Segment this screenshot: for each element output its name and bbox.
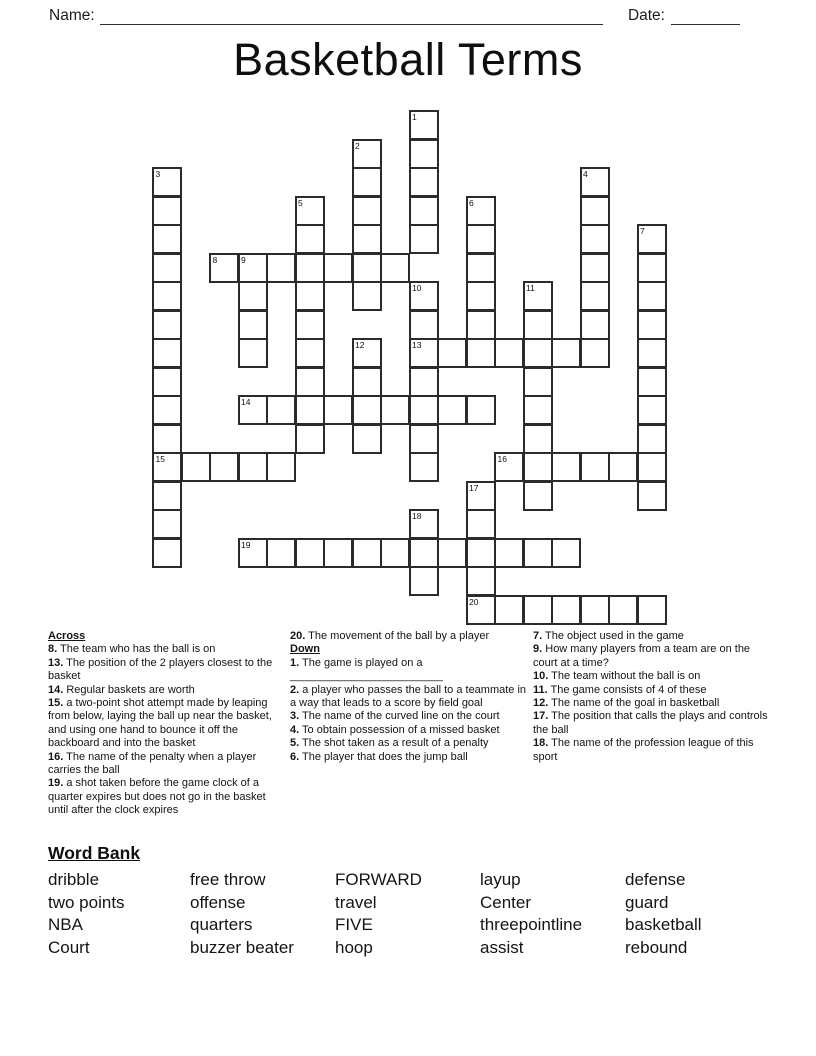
grid-cell[interactable] [608, 452, 638, 482]
grid-cell[interactable] [295, 424, 325, 454]
grid-cell[interactable] [323, 538, 353, 568]
clue-text: The position of the 2 players closest to the basket [48, 656, 273, 683]
grid-cell[interactable] [580, 167, 610, 197]
grid-cell[interactable] [637, 253, 667, 283]
grid-cell[interactable] [352, 167, 382, 197]
grid-cell[interactable] [323, 395, 353, 425]
clue-text: The name of the curved line on the court [299, 710, 500, 723]
grid-cell[interactable] [523, 395, 553, 425]
grid-cell[interactable] [466, 595, 496, 625]
clue [533, 670, 768, 683]
clue [290, 724, 530, 737]
grid-cell[interactable] [266, 395, 296, 425]
clue-column [533, 630, 768, 764]
grid-cell[interactable] [323, 253, 353, 283]
grid-cell[interactable] [580, 253, 610, 283]
cell-number: 2 [355, 140, 360, 151]
clue [290, 751, 530, 764]
grid-cell[interactable] [295, 538, 325, 568]
grid-cell[interactable] [637, 424, 667, 454]
grid-cell[interactable] [409, 281, 439, 311]
grid-cell[interactable] [523, 452, 553, 482]
grid-cell[interactable] [295, 395, 325, 425]
clue-text: The name of the penalty when a player carries the ball [48, 750, 257, 777]
word-bank-word: two points [48, 892, 125, 912]
clue-text: The game is played on a _________________________ [290, 656, 443, 683]
clue [533, 710, 768, 737]
grid-cell[interactable] [580, 281, 610, 311]
grid-cell[interactable] [637, 595, 667, 625]
grid-cell[interactable] [466, 310, 496, 340]
grid-cell[interactable] [494, 452, 524, 482]
grid-cell[interactable] [238, 281, 268, 311]
cell-number: 1 [412, 112, 417, 122]
clue-number: 15. [48, 697, 64, 710]
grid-cell[interactable] [295, 224, 325, 254]
cell-number: 20 [469, 596, 479, 607]
grid-cell[interactable] [437, 338, 467, 368]
grid-cell[interactable] [466, 338, 496, 368]
clue [290, 684, 530, 711]
cell-number: 7 [640, 226, 645, 236]
grid-cell[interactable] [580, 338, 610, 368]
grid-cell[interactable] [238, 253, 268, 283]
cell-number: 9 [241, 254, 246, 265]
clue [290, 737, 530, 750]
grid-cell[interactable] [266, 452, 296, 482]
name-blank-line[interactable] [100, 7, 603, 25]
clue [48, 684, 288, 697]
grid-cell[interactable] [152, 167, 182, 197]
date-label: Date: [627, 7, 665, 24]
word-bank-word: guard [625, 892, 669, 912]
word-bank-word: hoop [335, 938, 373, 958]
grid-cell[interactable] [523, 310, 553, 340]
grid-cell[interactable] [523, 367, 553, 397]
grid-cell[interactable] [238, 452, 268, 482]
grid-cell[interactable] [409, 196, 439, 226]
grid-cell[interactable] [523, 595, 553, 625]
grid-cell[interactable] [523, 281, 553, 311]
grid-cell[interactable] [409, 110, 439, 140]
grid-cell[interactable] [409, 509, 439, 539]
cell-number: 6 [469, 197, 474, 208]
grid-cell[interactable] [181, 452, 211, 482]
grid-cell[interactable] [152, 538, 182, 568]
cell-number: 13 [412, 340, 422, 350]
clue-number: 14. [48, 683, 64, 696]
word-bank-word: basketball [625, 915, 702, 935]
clue-number: 1. [290, 656, 300, 669]
grid-cell[interactable] [409, 566, 439, 596]
clue-text: To obtain possession of a missed basket [299, 723, 500, 736]
cell-number: 4 [583, 169, 588, 179]
grid-cell[interactable] [551, 595, 581, 625]
date-blank-line[interactable] [671, 7, 740, 25]
clue [48, 697, 288, 751]
grid-cell[interactable] [580, 595, 610, 625]
page-title: Basketball Terms [233, 34, 583, 85]
clue-number: 5. [290, 737, 300, 750]
grid-cell[interactable] [637, 367, 667, 397]
grid-cell[interactable] [409, 395, 439, 425]
grid-cell[interactable] [152, 452, 182, 482]
grid-cell[interactable] [209, 452, 239, 482]
clue-number: 13. [48, 656, 64, 669]
grid-cell[interactable] [152, 338, 182, 368]
word-bank-word: layup [480, 870, 521, 889]
grid-cell[interactable] [523, 481, 553, 511]
grid-cell[interactable] [409, 224, 439, 254]
cell-number: 16 [497, 454, 507, 464]
word-bank-word: dribble [48, 870, 100, 889]
grid-cell[interactable] [409, 367, 439, 397]
worksheet-header [49, 6, 740, 25]
grid-cell[interactable] [637, 281, 667, 311]
grid-cell[interactable] [466, 509, 496, 539]
clue [48, 657, 288, 684]
clue [48, 643, 288, 656]
grid-cell[interactable] [580, 196, 610, 226]
grid-cell[interactable] [352, 253, 382, 283]
clue-number: 16. [48, 750, 64, 763]
clue [290, 657, 530, 684]
grid-cell[interactable] [152, 367, 182, 397]
clue-text: The name of the goal in basketball [548, 697, 720, 710]
grid-cell[interactable] [352, 367, 382, 397]
grid-cell[interactable] [238, 310, 268, 340]
word-bank-list [48, 869, 776, 960]
clue-text: The game consists of 4 of these [547, 683, 707, 696]
grid-cell[interactable] [238, 395, 268, 425]
clue-number: 20. [290, 630, 306, 642]
grid-cell[interactable] [409, 139, 439, 169]
grid-cell[interactable] [152, 281, 182, 311]
word-bank-word: offense [190, 892, 246, 912]
cell-number: 5 [298, 197, 303, 208]
word-bank-word: FORWARD [335, 870, 422, 889]
grid-cell[interactable] [580, 224, 610, 254]
grid-cell[interactable] [152, 424, 182, 454]
grid-cell[interactable] [409, 424, 439, 454]
clue-number: 12. [533, 697, 549, 710]
grid-cell[interactable] [466, 224, 496, 254]
clue-number: 4. [290, 723, 300, 736]
clue-column [48, 630, 288, 818]
grid-cell[interactable] [466, 566, 496, 596]
grid-cell[interactable] [637, 452, 667, 482]
clue-text: How many players from a team are on the court at a time? [533, 643, 751, 669]
grid-cell[interactable] [637, 338, 667, 368]
grid-cell[interactable] [295, 281, 325, 311]
clue [533, 697, 768, 710]
grid-cell[interactable] [437, 538, 467, 568]
grid-cell[interactable] [551, 338, 581, 368]
clue-section-heading: Across [48, 630, 86, 642]
grid-cell[interactable] [295, 338, 325, 368]
word-bank-word: NBA [48, 915, 83, 935]
word-bank-word: threepointline [480, 915, 583, 935]
word-bank-section [48, 843, 776, 960]
cell-number: 18 [412, 511, 422, 521]
grid-cell[interactable] [437, 395, 467, 425]
grid-cell[interactable] [352, 224, 382, 254]
grid-cell[interactable] [266, 538, 296, 568]
clue-number: 9. [533, 643, 543, 656]
grid-cell[interactable] [380, 253, 410, 283]
grid-cell[interactable] [637, 481, 667, 511]
grid-cell[interactable] [152, 395, 182, 425]
grid-cell[interactable] [466, 253, 496, 283]
clue [290, 710, 530, 723]
clue-text: The object used in the game [542, 630, 684, 642]
grid-cell[interactable] [152, 509, 182, 539]
clue-number: 17. [533, 710, 549, 723]
cell-number: 11 [526, 283, 535, 293]
grid-cell[interactable] [580, 452, 610, 482]
cell-number: 10 [412, 283, 422, 293]
grid-cell[interactable] [380, 395, 410, 425]
grid-cell[interactable] [409, 338, 439, 368]
clue-number: 3. [290, 710, 300, 723]
grid-cell[interactable] [466, 395, 496, 425]
grid-cell[interactable] [466, 538, 496, 568]
grid-cell[interactable] [608, 595, 638, 625]
cell-number: 12 [355, 340, 365, 350]
grid-cell[interactable] [152, 253, 182, 283]
word-bank-word: Center [480, 892, 532, 912]
clue-number: 19. [48, 777, 64, 790]
word-bank-word: FIVE [335, 915, 373, 935]
cell-number: 19 [241, 539, 251, 550]
grid-cell[interactable] [551, 538, 581, 568]
grid-cell[interactable] [466, 281, 496, 311]
grid-cell[interactable] [380, 538, 410, 568]
grid-cell[interactable] [152, 224, 182, 254]
word-bank-word: travel [335, 892, 377, 912]
grid-cell[interactable] [466, 481, 496, 511]
clue-number: 11. [533, 683, 548, 696]
clue-section-heading: Down [290, 643, 320, 656]
word-bank-word: rebound [625, 938, 688, 958]
cell-number: 3 [155, 169, 161, 179]
clue-number: 10. [533, 670, 549, 683]
clue-text: Regular baskets are worth [63, 683, 195, 696]
grid-cell[interactable] [494, 595, 524, 625]
cell-number: 15 [155, 454, 165, 464]
grid-cell[interactable] [352, 395, 382, 425]
clue [48, 751, 288, 778]
grid-cell[interactable] [352, 281, 382, 311]
grid-cell[interactable] [637, 395, 667, 425]
word-bank-word: defense [625, 870, 686, 889]
grid-cell[interactable] [152, 481, 182, 511]
grid-cell[interactable] [523, 338, 553, 368]
grid-cell[interactable] [409, 310, 439, 340]
word-bank-word: buzzer beater [190, 938, 294, 958]
clue [533, 684, 768, 697]
grid-cell[interactable] [295, 196, 325, 226]
word-bank-word: assist [480, 938, 524, 958]
clue-number: 7. [533, 630, 543, 642]
grid-cell[interactable] [238, 538, 268, 568]
grid-cell[interactable] [352, 338, 382, 368]
clue-text: The team without the ball is on [548, 670, 701, 683]
grid-cell[interactable] [637, 224, 667, 254]
grid-cell[interactable] [523, 538, 553, 568]
clue [290, 630, 530, 643]
clue-text: The shot taken as a result of a penalty [299, 737, 489, 750]
grid-cell[interactable] [352, 196, 382, 226]
cell-number: 14 [241, 397, 251, 407]
grid-cell[interactable] [637, 310, 667, 340]
clue [533, 737, 768, 764]
grid-cell[interactable] [295, 367, 325, 397]
clue-text: The name of the profession league of this sport [533, 737, 754, 763]
clue-text: The team who has the ball is on [57, 643, 216, 656]
word-bank-word: free throw [190, 870, 266, 889]
clue-text: The movement of the ball by a player [305, 630, 490, 642]
grid-cell[interactable] [523, 424, 553, 454]
cell-number: 17 [469, 482, 479, 493]
grid-cell[interactable] [238, 338, 268, 368]
clue-text: a player who passes the ball to a teammate in a way that leads to a score by field goal [290, 683, 527, 710]
clue-number: 18. [533, 737, 549, 750]
word-bank-word: quarters [190, 915, 253, 935]
clue-number: 8. [48, 643, 58, 656]
grid-cell[interactable] [266, 253, 296, 283]
grid-cell[interactable] [209, 253, 239, 283]
grid-cell[interactable] [409, 452, 439, 482]
word-bank-heading: Word Bank [48, 843, 141, 863]
grid-cell[interactable] [466, 196, 496, 226]
grid-cell[interactable] [494, 538, 524, 568]
clue-number: 2. [290, 683, 300, 696]
word-bank-word: Court [48, 938, 90, 958]
grid-cell[interactable] [352, 538, 382, 568]
clue-number: 6. [290, 750, 300, 763]
grid-cell[interactable] [152, 196, 182, 226]
clue [48, 777, 288, 817]
cell-number: 8 [212, 254, 218, 265]
clue-text: a shot taken before the game clock of a quarter expires but does not go in the basket until after the clock expires [48, 777, 266, 817]
clue-text: a two-point shot attempt made by leaping from below, laying the ball up near the basket, and using one hand to bounce it off the backboard and into the basket [48, 697, 272, 750]
grid-cell[interactable] [352, 139, 382, 169]
grid-cell[interactable] [409, 167, 439, 197]
grid-cell[interactable] [580, 310, 610, 340]
clue-text: The player that does the jump ball [299, 750, 468, 763]
grid-cell[interactable] [494, 338, 524, 368]
clue-text: The position that calls the plays and controls the ball [533, 710, 768, 736]
grid-cell[interactable] [352, 424, 382, 454]
grid-cell[interactable] [409, 538, 439, 568]
clue [533, 630, 768, 643]
grid-cell[interactable] [295, 310, 325, 340]
clue-column [290, 630, 530, 764]
grid-cell[interactable] [152, 310, 182, 340]
grid-cell[interactable] [295, 253, 325, 283]
clue [533, 643, 768, 670]
name-label: Name: [49, 7, 95, 24]
grid-cell[interactable] [551, 452, 581, 482]
